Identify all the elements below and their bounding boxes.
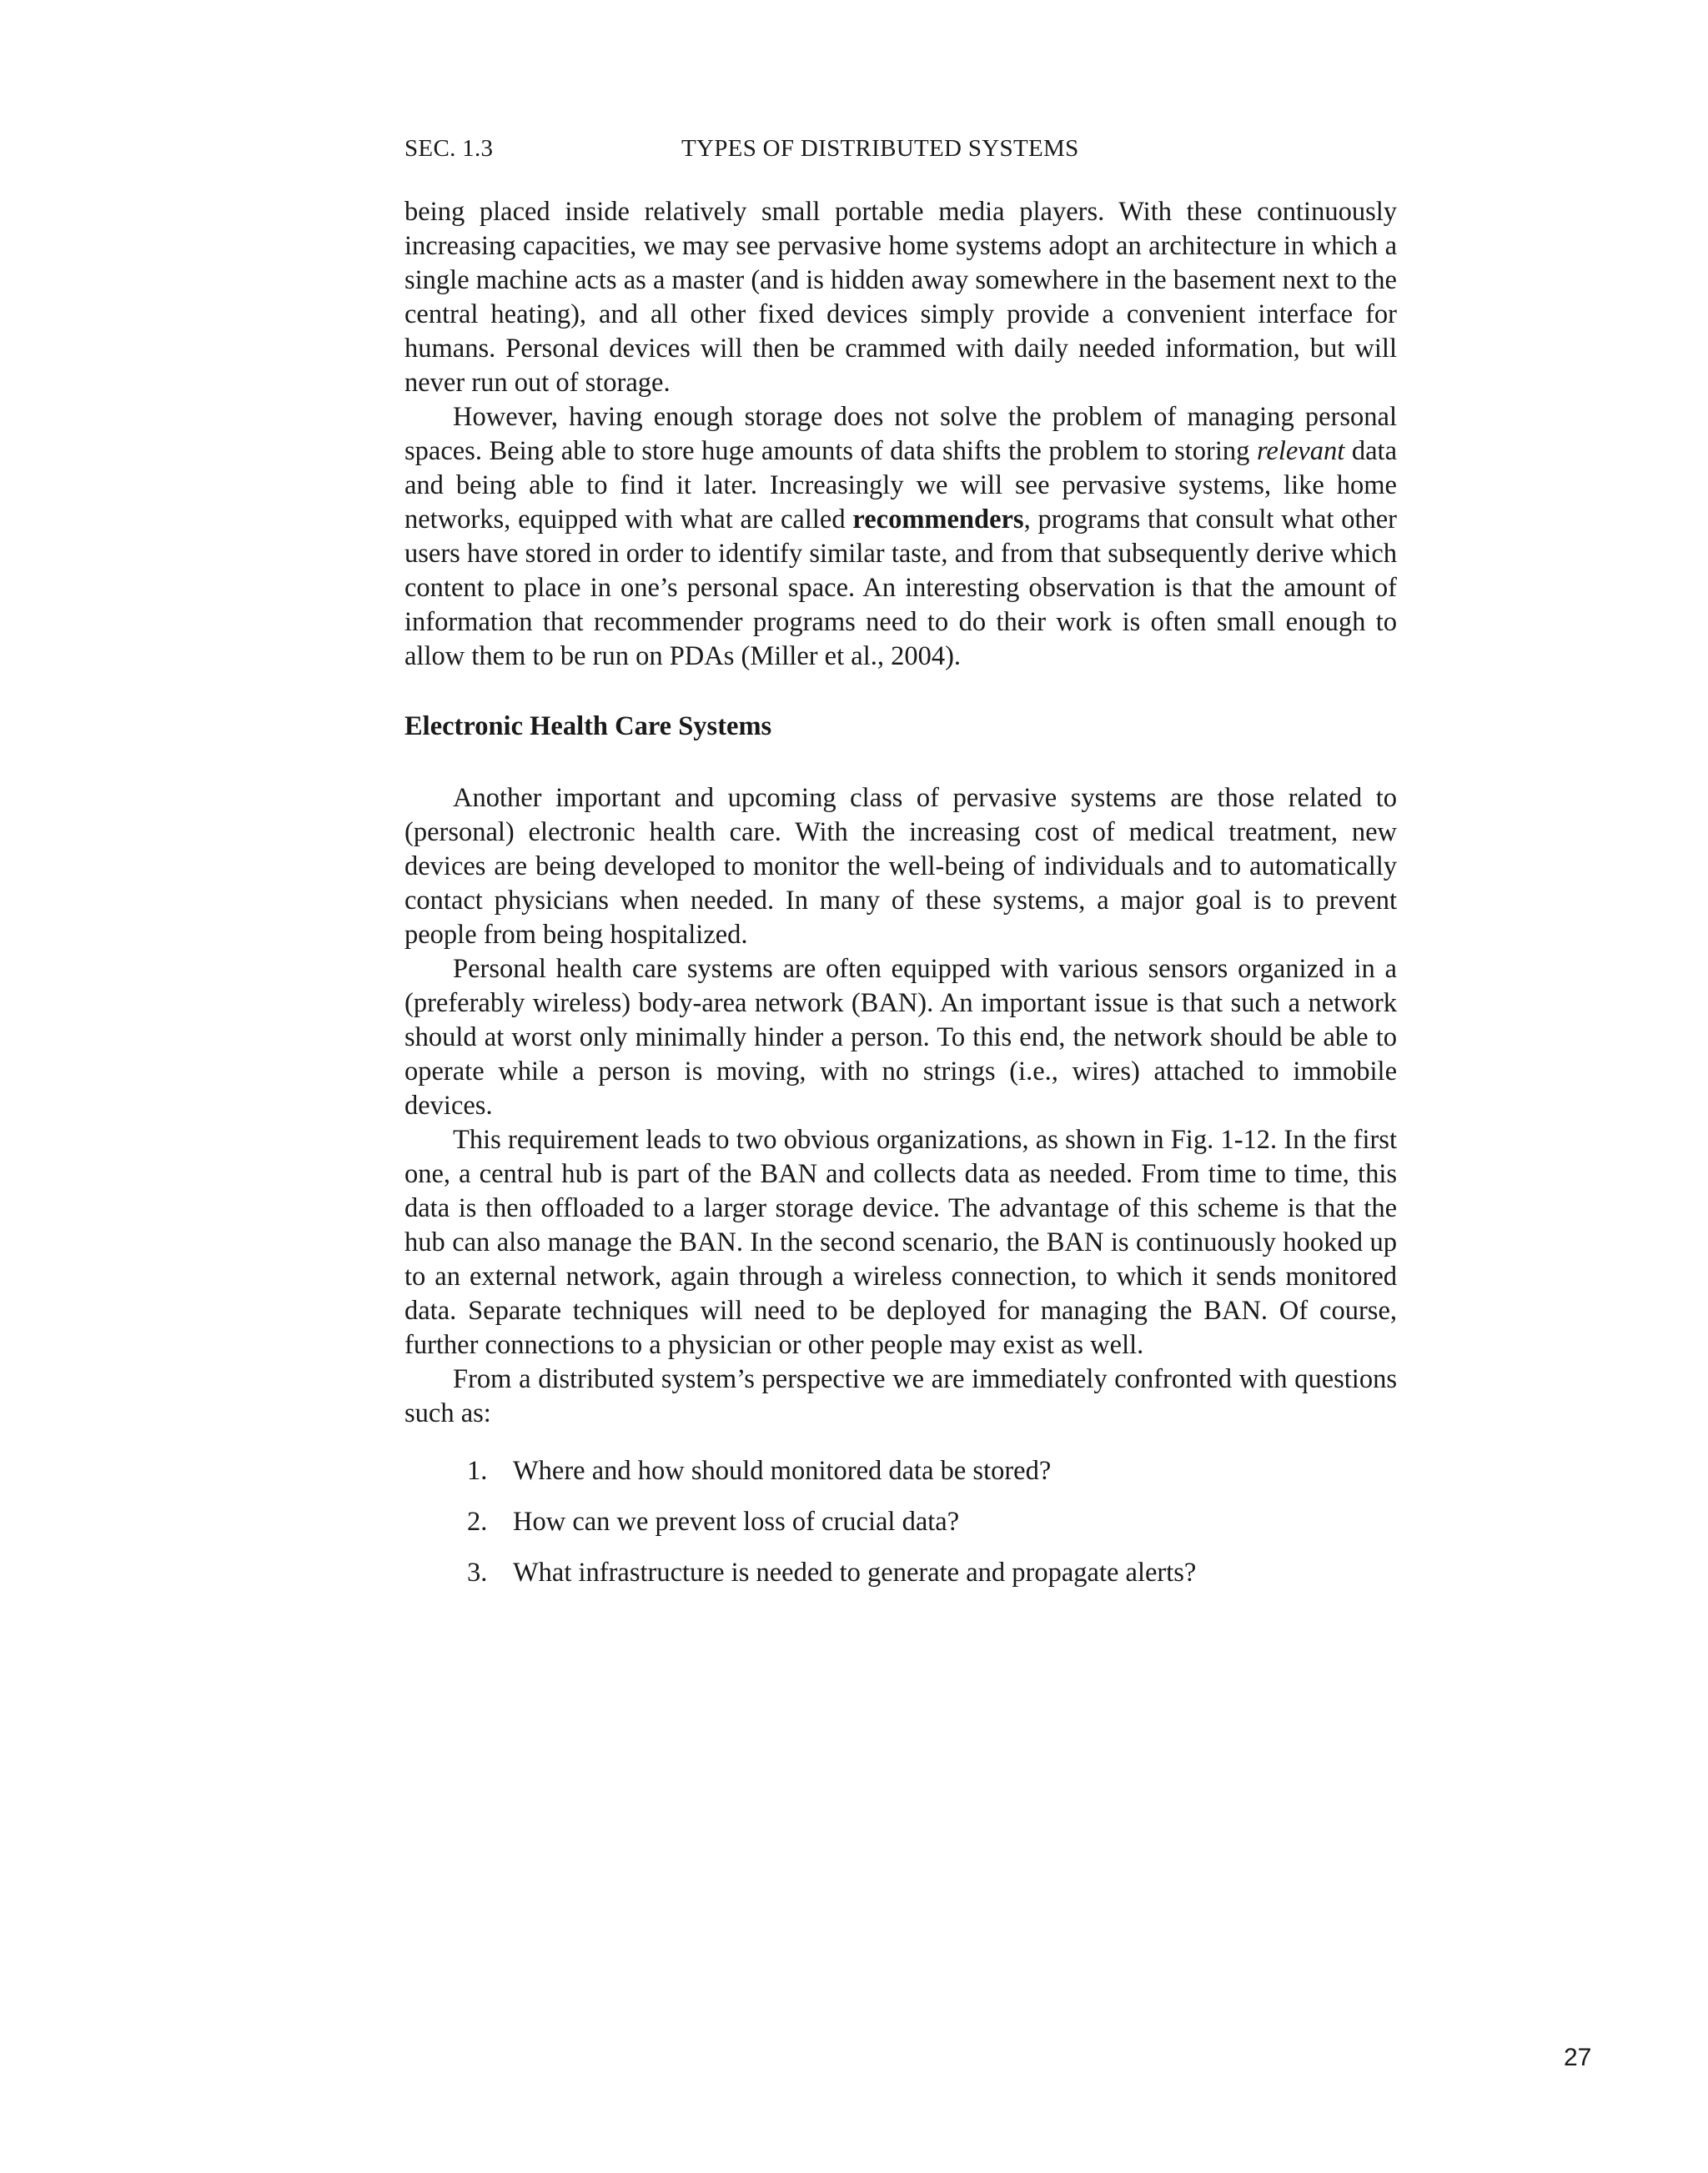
paragraph-questions-intro: From a distributed system’s perspective we are immediately confronted with questions such as: bbox=[404, 1364, 1397, 1428]
page-number: 27 bbox=[1564, 2044, 1592, 2071]
paragraph-recommenders bbox=[404, 400, 1397, 674]
paragraph-text: data and being able to find it later. Increasingly we will see pervasive systems, like home networks, equipped with what are called bbox=[404, 436, 1397, 534]
list-item-text: Where and how should monitored data be stored? bbox=[513, 1456, 1052, 1486]
term-recommenders: recommenders bbox=[852, 504, 1024, 534]
list-item-number: 3. bbox=[467, 1558, 488, 1588]
list-item-text: How can we prevent loss of crucial data? bbox=[513, 1507, 960, 1537]
paragraph-health-care-intro: Another important and upcoming class of pervasive systems are those related to (personal) electronic health care. With the increasing cost of medical treatment, new devices are being developed to monitor the well-being of individuals and to automatically contact physicians when needed. In many of these systems, a major goal is to prevent people from being hospitalized. bbox=[404, 783, 1397, 950]
question-list bbox=[404, 1454, 1397, 1590]
chapter-title: TYPES OF DISTRIBUTED SYSTEMS bbox=[681, 135, 1079, 162]
list-item bbox=[404, 1454, 1397, 1488]
list-item-text: What infrastructure is needed to generate and propagate alerts? bbox=[513, 1558, 1197, 1588]
body-text bbox=[404, 195, 1397, 1607]
list-item bbox=[404, 1556, 1397, 1590]
list-item-number: 2. bbox=[467, 1507, 488, 1537]
paragraph-ban: Personal health care systems are often equipped with various sensors organized in a (preferably wireless) body-area network (BAN). An important issue is that such a network should at worst only minimally hinder a person. To this end, the network should be able to operate while a person is moving, with no strings (i.e., wires) attached to immobile devices. bbox=[404, 954, 1397, 1121]
list-item bbox=[404, 1505, 1397, 1539]
running-header bbox=[404, 132, 1397, 165]
paragraph-organizations: This requirement leads to two obvious organizations, as shown in Fig. 1-12. In the first one, a central hub is part of the BAN and collects data as needed. From time to time, this data is then offloaded to a larger storage device. The advantage of this scheme is that the hub can also manage the BAN. In the second scenario, the BAN is continuously hooked up to an external network, again through a wireless connection, to which it sends monitored data. Separate techniques will need to be deployed for managing the BAN. Of course, further connections to a physician or other people may exist as well. bbox=[404, 1125, 1397, 1360]
emphasis-relevant: relevant bbox=[1256, 436, 1345, 466]
paragraph-text: However, having enough storage does not solve the problem of managing personal spaces. Being able to store huge amounts of data shifts the problem to storing bbox=[404, 402, 1397, 466]
section-heading: Electronic Health Care Systems bbox=[404, 711, 772, 741]
paragraph-text: , programs that consult what other users have stored in order to identify similar taste, and from that subsequently derive which content to place in one’s personal space. An interesting observation is that the amount of information that recommender programs need to do their work is often small enough to allow them to be run on PDAs (Miller et al., 2004). bbox=[404, 504, 1397, 671]
book-page bbox=[404, 0, 1397, 2173]
paragraph-continuation: being placed inside relatively small portable media players. With these continuously increasing capacities, we may see pervasive home systems adopt an architecture in which a single machine acts as a master (and is hidden away somewhere in the basement next to the central heating), and all other fixed devices simply provide a convenient interface for humans. Personal devices will then be crammed with daily needed information, but will never run out of storage. bbox=[404, 197, 1397, 398]
list-item-number: 1. bbox=[467, 1456, 488, 1486]
section-number: SEC. 1.3 bbox=[404, 135, 494, 162]
